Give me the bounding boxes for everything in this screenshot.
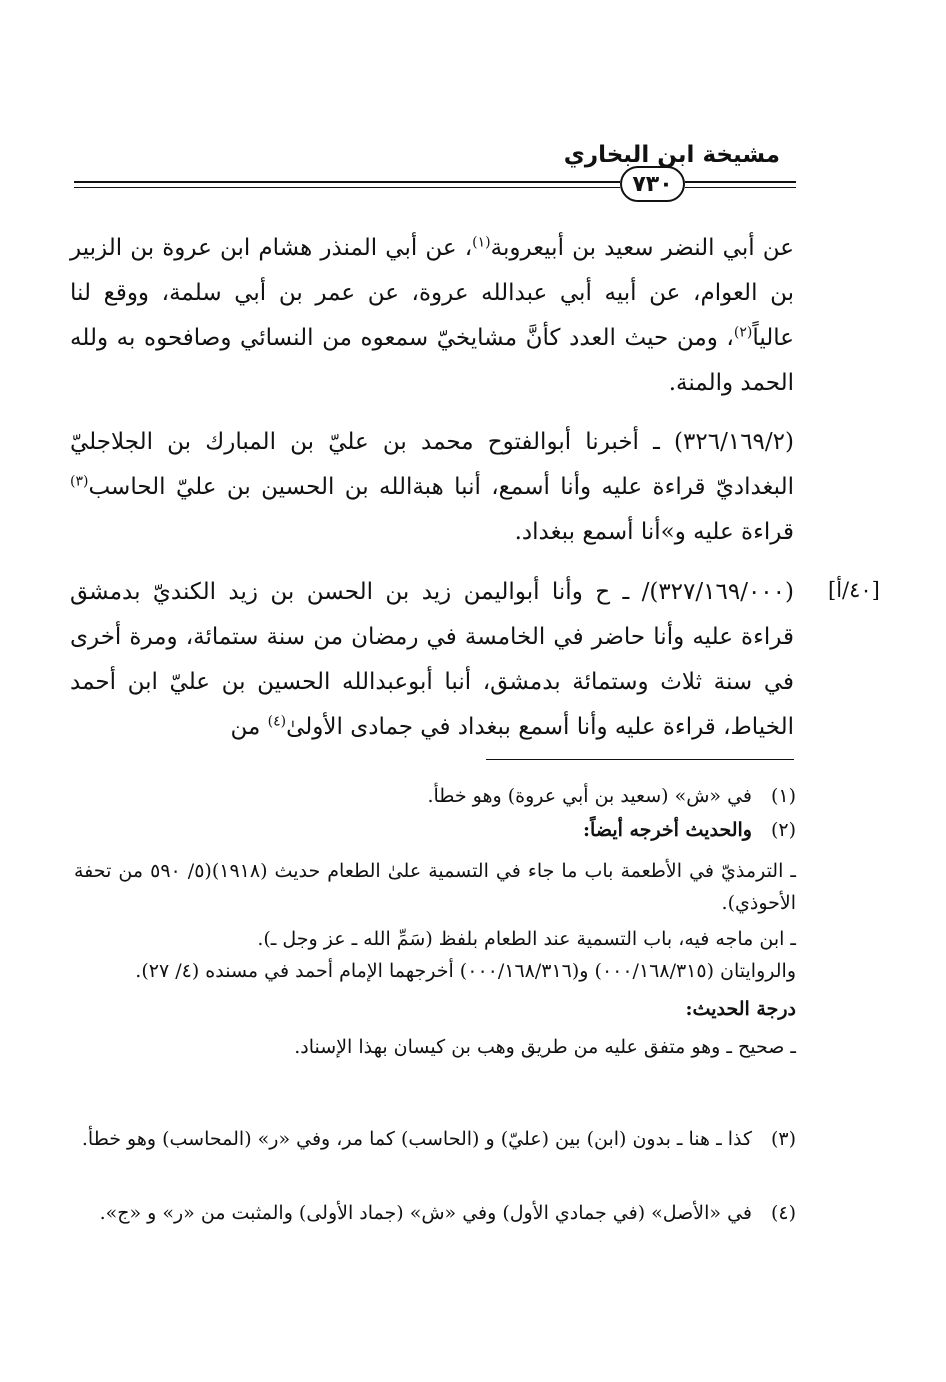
footnote-ref-4: (٤) <box>267 713 287 730</box>
running-title: مشيخة ابن البخاري <box>563 142 780 168</box>
footnote-line: ـ صحيح ـ وهو متفق عليه من طريق وهب بن كيسان بهذا الإسناد. <box>294 1036 796 1058</box>
paragraph-3-text-b: من <box>230 714 268 740</box>
paragraph-2-text-a: (٣٢٦/١٦٩/٢) ـ أخبرنا أبوالفتوح محمد بن عليّ بن المبارك بن الجلاجليّ البغداديّ قراءة عليه وأنا أسمع، أنبا هبةالله بن الحسين بن عليّ الحاسب <box>70 429 794 500</box>
manuscript-folio-note: [٤٠/أ] <box>828 578 880 602</box>
header-rule-left <box>74 181 620 188</box>
footnote-number: (٣) <box>770 1128 796 1150</box>
paragraph-2-text-b: قراءة عليه و»أنا أسمع ببغداد. <box>514 519 794 545</box>
footnote-number: (١) <box>770 785 796 807</box>
paragraph-3 <box>70 570 794 750</box>
footnote-1 <box>74 780 796 812</box>
footnote-3 <box>74 1123 796 1155</box>
footnote-line: ـ الترمذيّ في الأطعمة باب ما جاء في التسمية علىٰ الطعام حديث (١٩١٨)(٥/ ٥٩٠ من تحفة الأحوذي). <box>74 860 796 914</box>
paragraph-1-text-c: ، ومن حيث العدد كأنَّ مشايخيّ سمعوه من النسائي وصافحوه به ولله الحمد والمنة. <box>70 325 794 396</box>
footnote-number: (٢) <box>770 819 796 841</box>
paragraph-3-text-a: (٣٢٧/١٦٩/٠٠٠)/ ـ ح وأنا أبواليمن زيد بن الحسن بن زيد الكنديّ بدمشق قراءة عليه وأنا حاضر في الخامسة في رمضان من سنة ستمائة، ومرة أخرى في سنة ثلاث وستمائة بدمشق، أنبا أبوعبدالله الحسين بن عليّ ابن أحمد الخياط، قراءة عليه وأنا أسمع ببغداد في جمادى الأولىٰ <box>70 579 794 740</box>
footnote-separator <box>486 759 794 760</box>
footnote-2-cont <box>74 855 796 1063</box>
footnote-ref-1: (١) <box>472 234 491 251</box>
footnote-subheading: درجة الحديث: <box>685 998 796 1020</box>
footnote-2 <box>74 814 796 852</box>
footnote-ref-3: (٣) <box>70 473 89 490</box>
header-rule-right <box>685 181 796 188</box>
page-number: ٧٣٠ <box>620 166 685 202</box>
footnote-4 <box>74 1197 796 1229</box>
footnote-heading: والحديث أخرجه أيضاً: <box>583 819 752 841</box>
paragraph-1 <box>70 226 794 406</box>
footnote-line: ـ ابن ماجه فيه، باب التسمية عند الطعام بلفظ (سَمِّ الله ـ عز وجل ـ). <box>257 928 796 950</box>
paragraph-1-text-b: ، عن أبي المنذر هشام ابن عروة بن الزبير بن العوام، عن أبيه أبي عبدالله عروة، عن عمر بن أبي سلمة، ووقع لنا عالياً <box>70 235 794 351</box>
footnote-line: في «الأصل» (في جمادي الأول) وفي «ش» (جماد الأولى) والمثبت من «ر» و «ج». <box>99 1202 752 1224</box>
footnote-line: والروايتان (٠٠٠/١٦٨/٣١٥) و(٠٠٠/١٦٨/٣١٦) أخرجهما الإمام أحمد في مسنده (٤/ ٢٧). <box>135 960 796 982</box>
paragraph-2 <box>70 420 794 555</box>
footnote-number: (٤) <box>770 1202 796 1224</box>
footnote-line: كذا ـ هنا ـ بدون (ابن) بين (عليّ) و (الحاسب) كما مر، وفي «ر» (المحاسب) وهو خطأ. <box>81 1128 752 1150</box>
footnote-line: في «ش» (سعيد بن أبي عروة) وهو خطأ. <box>427 785 752 807</box>
paragraph-1-text-a: عن أبي النضر سعيد بن أبيعروبة <box>490 235 794 261</box>
footnote-ref-2: (٢) <box>733 324 753 341</box>
